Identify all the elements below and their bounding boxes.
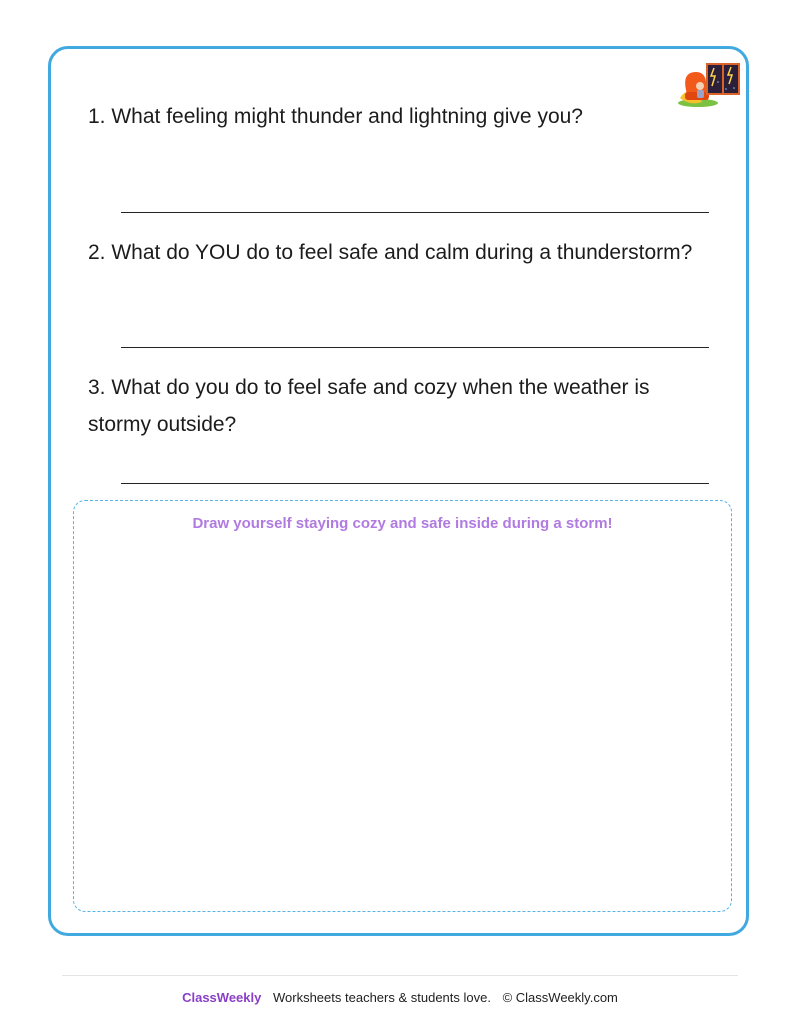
drawing-area[interactable]: [73, 500, 732, 912]
footer: [0, 990, 800, 1005]
footer-brand[interactable]: ClassWeekly: [182, 990, 262, 1005]
footer-divider: [62, 975, 738, 976]
question-3: 3. What do you do to feel safe and cozy when the weather is stormy outside?: [88, 376, 650, 436]
footer-tagline: Worksheets teachers & students love.: [272, 990, 491, 1005]
drawing-prompt: Draw yourself staying cozy and safe inside during a storm!: [192, 515, 613, 532]
answer-line-3[interactable]: [121, 483, 709, 484]
question-1: 1. What feeling might thunder and lightning give you?: [88, 105, 583, 128]
answer-line-1[interactable]: [121, 212, 709, 213]
answer-line-2[interactable]: [121, 347, 709, 348]
footer-copyright: © ClassWeekly.com: [502, 990, 618, 1005]
question-2: 2. What do YOU do to feel safe and calm during a thunderstorm?: [88, 241, 693, 264]
